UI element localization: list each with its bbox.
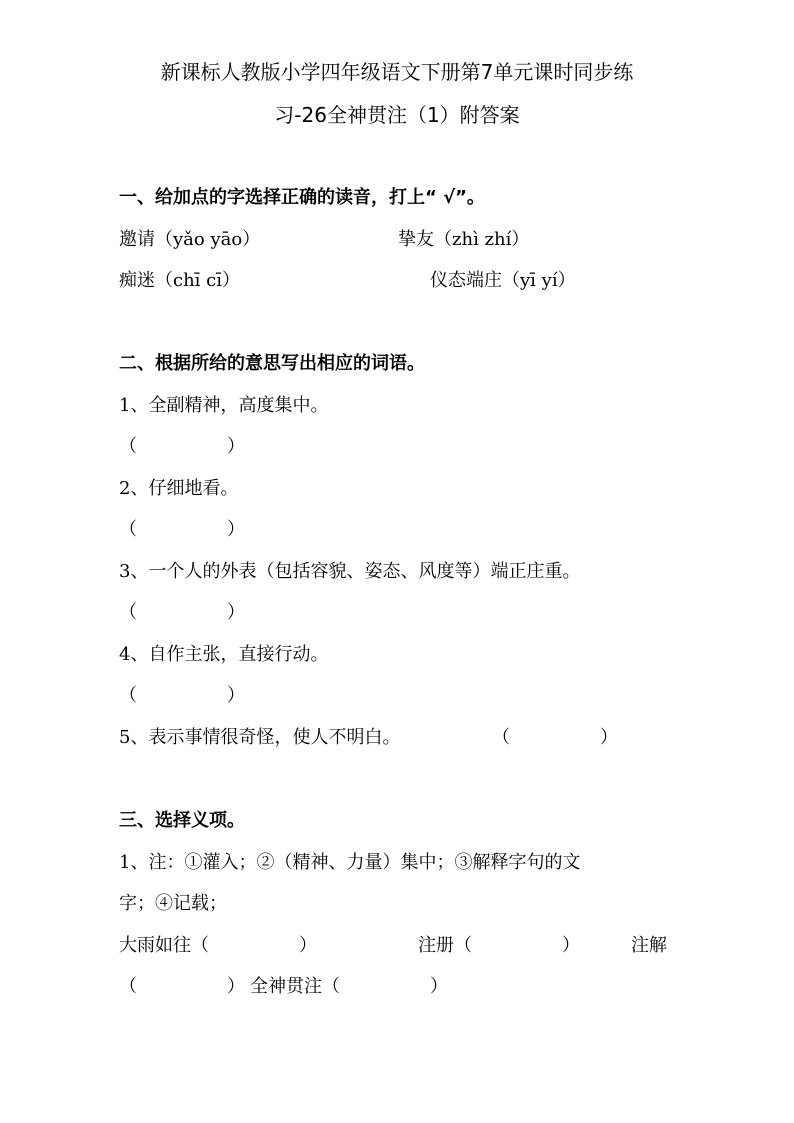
question-2-5: 5、表示事情很奇怪，使人不明白。 (119, 727, 401, 748)
answer-blank-2-3[interactable]: （ ） (119, 602, 245, 623)
option-zhujie-blank[interactable]: （ ） (119, 976, 245, 997)
question-3-1-line-1: 1、注：①灌入；②（精神、力量）集中；③解释字句的文 (119, 852, 581, 873)
pinyin-item-2: 挚友（zhì zhí） (398, 229, 530, 250)
question-2-2: 2、仔细地看。 (119, 478, 239, 499)
question-2-4: 4、自作主张，直接行动。 (119, 644, 329, 665)
question-3-1-line-2: 字；④记载； (119, 893, 227, 914)
section-3-heading: 三、选择义项。 (119, 810, 245, 831)
answer-blank-2-2[interactable]: （ ） (119, 519, 245, 540)
option-zhujie-label: 注解 (631, 935, 667, 956)
section-2-heading: 二、根据所给的意思写出相应的词语。 (119, 353, 425, 374)
option-quanshen-guanzhu[interactable]: 全神贯注（ ） (250, 976, 448, 997)
option-dayu-ruzhu[interactable]: 大雨如往（ ） (119, 935, 317, 956)
pinyin-item-1: 邀请（yǎo yāo） (119, 229, 261, 250)
document-title-line-2: 习-26全神贯注（1）附答案 (274, 103, 520, 127)
question-2-1: 1、全副精神，高度集中。 (119, 395, 329, 416)
document-title-line-1: 新课标人教版小学四年级语文下册第7单元课时同步练 (160, 60, 634, 84)
section-1-heading: 一、给加点的字选择正确的读音，打上“ √”。 (119, 187, 485, 208)
answer-blank-2-1[interactable]: （ ） (119, 436, 245, 457)
pinyin-item-4: 仪态端庄（yī yí） (430, 270, 576, 291)
answer-blank-2-5[interactable]: （ ） (492, 727, 618, 748)
option-zhuce[interactable]: 注册（ ） (418, 935, 580, 956)
question-2-3: 3、一个人的外表（包括容貌、姿态、风度等）端正庄重。 (119, 561, 581, 582)
pinyin-item-3: 痴迷（chī cī） (119, 270, 240, 291)
answer-blank-2-4[interactable]: （ ） (119, 685, 245, 706)
